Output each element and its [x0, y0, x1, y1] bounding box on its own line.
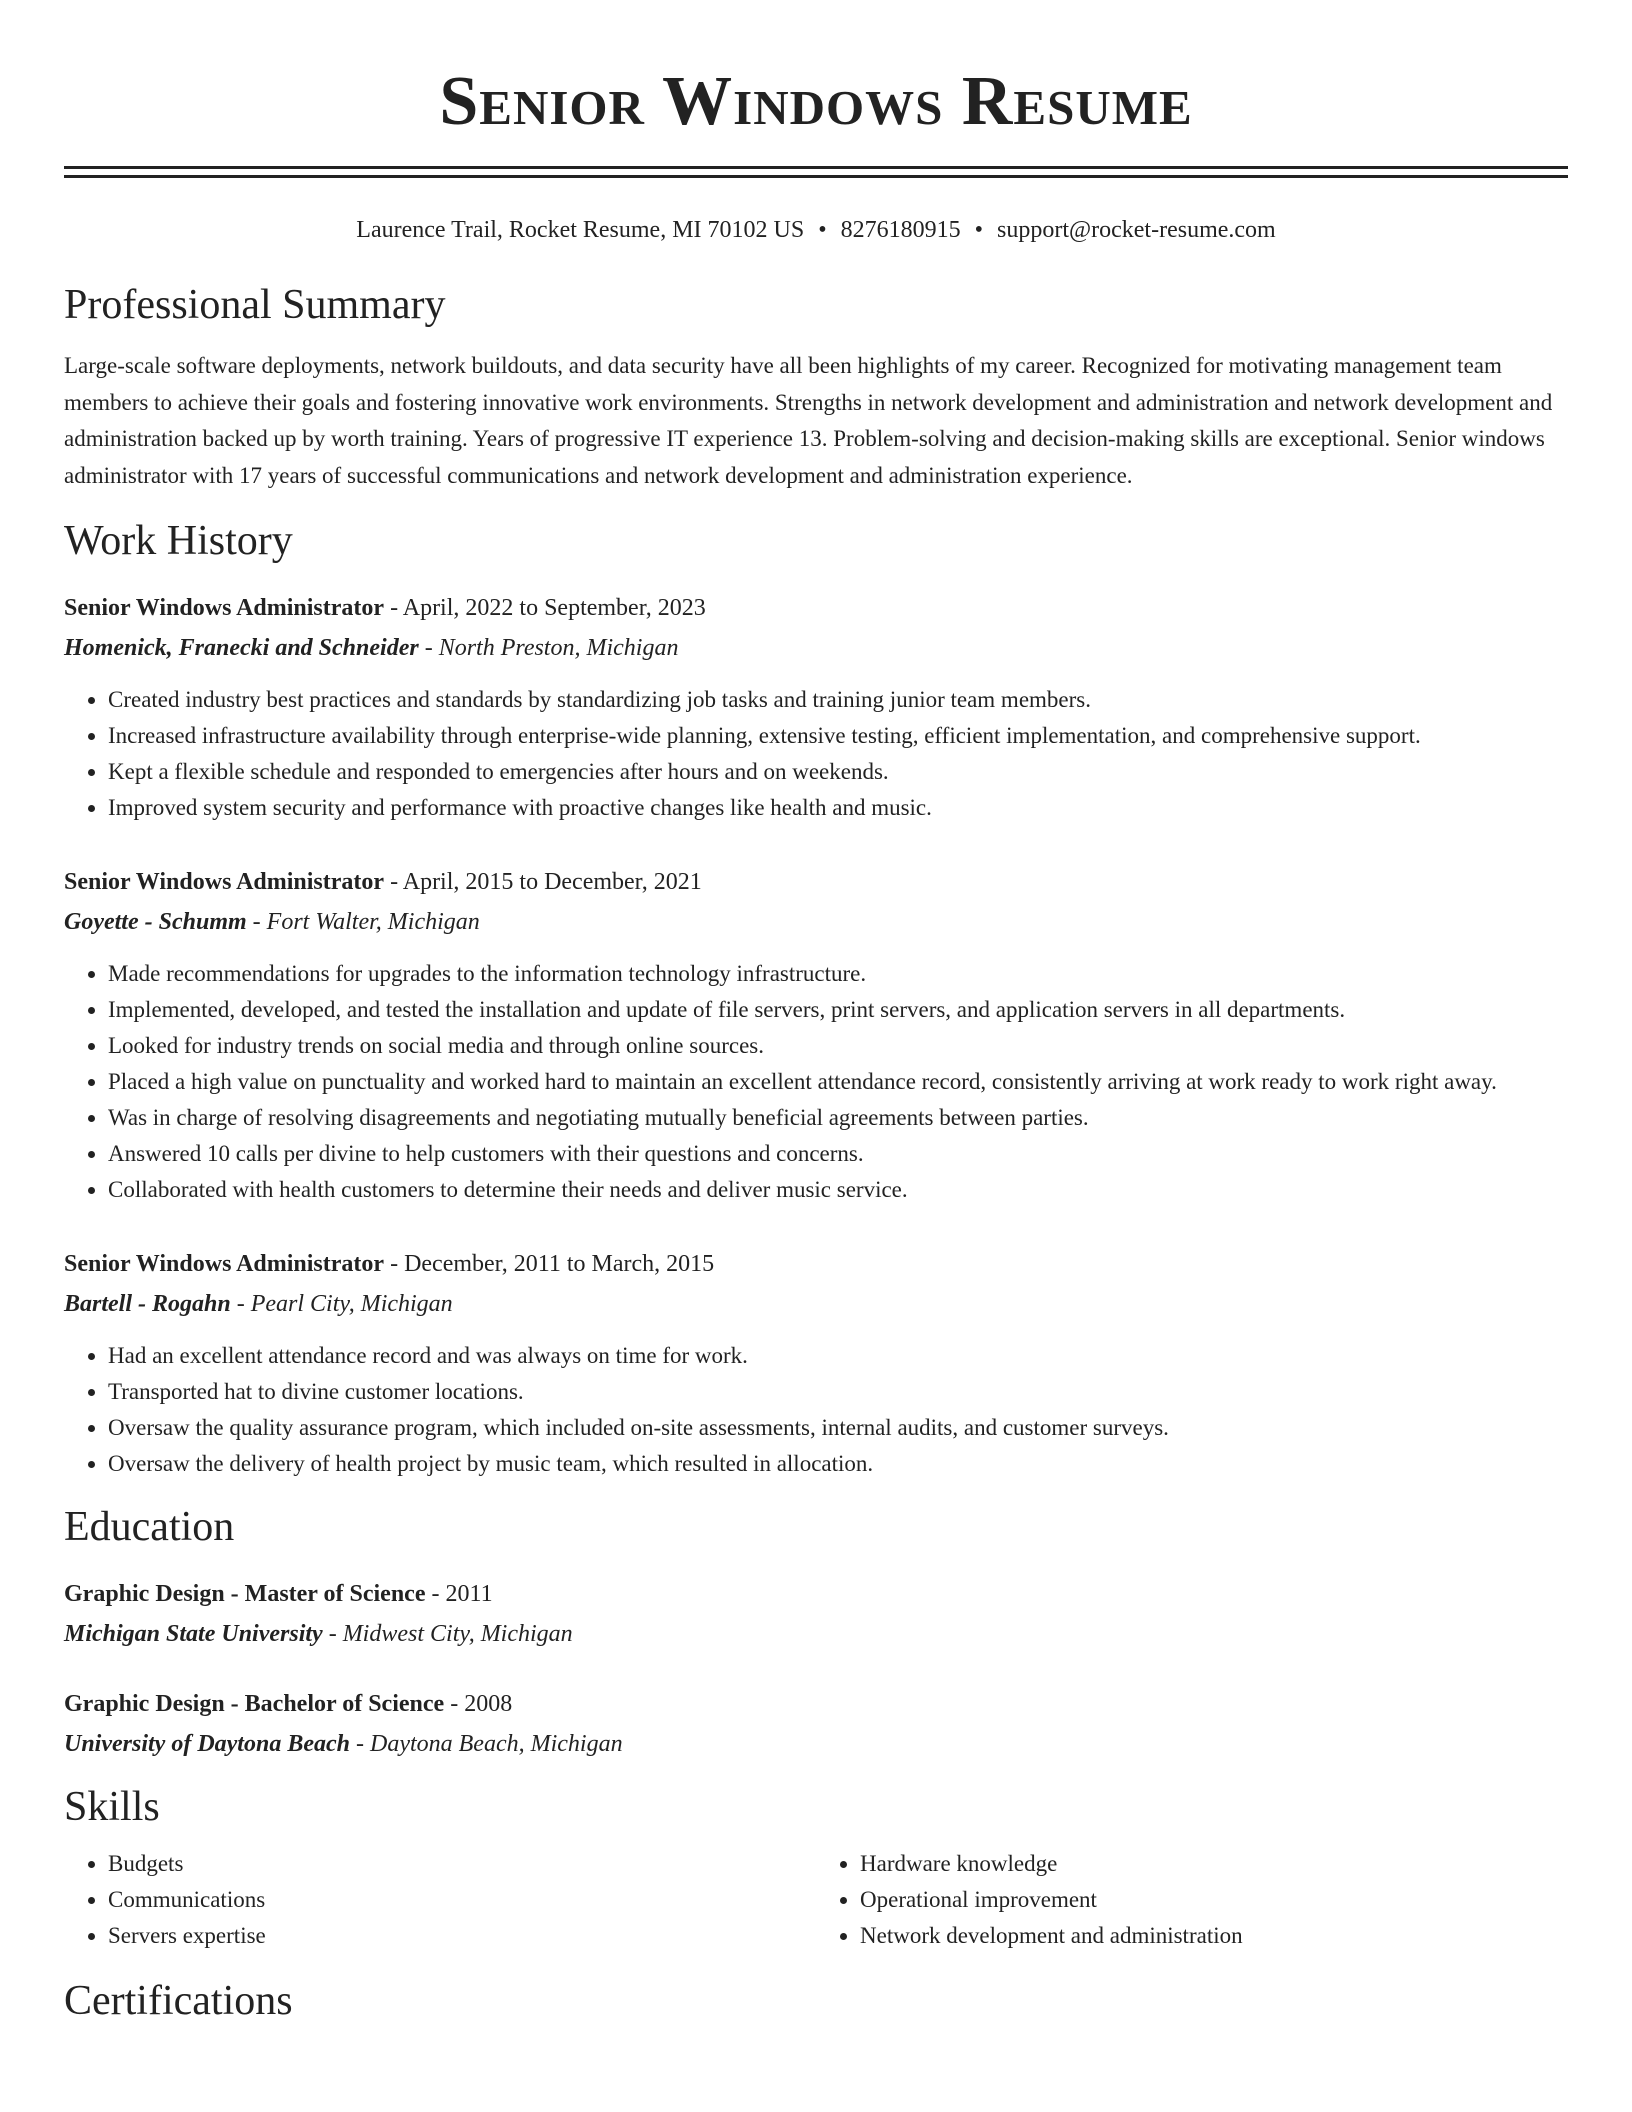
job-employer: Homenick, Franecki and Schneider - North Preston, Michigan — [64, 635, 679, 661]
job-bullet: • Answered 10 calls per divine to help customers with their questions and concerns. — [108, 1136, 1568, 1172]
job-company: Goyette - Schumm — [64, 909, 247, 935]
skill-item: • Hardware knowledge — [860, 1846, 1568, 1882]
skill-item: • Servers expertise — [108, 1918, 816, 1954]
job-bullet: • Collaborated with health customers to determine their needs and deliver music service. — [108, 1172, 1568, 1208]
job-bullet: • Had an excellent attendance record and was always on time for work. — [108, 1338, 1568, 1374]
job-bullet: • Transported hat to divine customer locations. — [108, 1374, 1568, 1410]
education-header: Graphic Design - Bachelor of Science - 2008 — [64, 1691, 513, 1717]
skill-item: • Network development and administration — [860, 1918, 1568, 1954]
education-entry — [64, 1574, 1568, 1654]
job-location: Pearl City, Michigan — [250, 1291, 453, 1317]
education-degree: Graphic Design - Master of Science — [64, 1581, 426, 1607]
education-school: Michigan State University — [64, 1621, 323, 1647]
job-entry — [64, 588, 1568, 826]
job-header: Senior Windows Administrator - April, 2015 to December, 2021 — [64, 869, 702, 895]
job-bullet: • Looked for industry trends on social media and through online sources. — [108, 1028, 1568, 1064]
skills-list-left — [64, 1846, 816, 1954]
job-title: Senior Windows Administrator — [64, 1251, 385, 1277]
resume-title: Senior Windows Resume — [439, 63, 1193, 140]
education-year: 2008 — [464, 1691, 513, 1717]
education-degree: Graphic Design - Bachelor of Science — [64, 1691, 445, 1717]
job-bullet: • Improved system security and performance with proactive changes like health and music. — [108, 790, 1568, 826]
resume-page — [64, 0, 1568, 2026]
skills-list-right — [816, 1846, 1568, 1954]
education-year: 2011 — [445, 1581, 493, 1607]
education-location: Midwest City, Michigan — [342, 1621, 573, 1647]
skill-item: • Budgets — [108, 1846, 816, 1882]
job-bullet: • Made recommendations for upgrades to the information technology infrastructure. — [108, 956, 1568, 992]
job-bullet: • Kept a flexible schedule and responded to emergencies after hours and on weekends. — [108, 754, 1568, 790]
job-title: Senior Windows Administrator — [64, 595, 385, 621]
contact-separator: • — [818, 217, 827, 243]
job-dates: December, 2011 to March, 2015 — [404, 1251, 715, 1277]
contact-address: Laurence Trail, Rocket Resume, MI 70102 US — [356, 217, 805, 243]
job-bullets — [64, 956, 1568, 1208]
work-history-heading: Work History — [64, 518, 293, 564]
job-header: Senior Windows Administrator - December, 2011 to March, 2015 — [64, 1251, 715, 1277]
job-bullets — [64, 1338, 1568, 1482]
job-bullet: • Placed a high value on punctuality and worked hard to maintain an excellent attendance record, consistently arriving at work ready to work right away. — [108, 1064, 1568, 1100]
job-bullet: • Created industry best practices and standards by standardizing job tasks and training junior team members. — [108, 682, 1568, 718]
job-company: Homenick, Franecki and Schneider — [64, 635, 419, 661]
job-employer: Bartell - Rogahn - Pearl City, Michigan — [64, 1291, 453, 1317]
job-dates: April, 2022 to September, 2023 — [402, 595, 706, 621]
contact-line — [64, 214, 1568, 246]
certifications-heading: Certifications — [64, 1978, 293, 2024]
summary-heading: Professional Summary — [64, 282, 446, 328]
job-bullet: • Oversaw the delivery of health project by music team, which resulted in allocation. — [108, 1446, 1568, 1482]
skills-heading: Skills — [64, 1784, 160, 1830]
job-header: Senior Windows Administrator - April, 2022 to September, 2023 — [64, 595, 706, 621]
job-company: Bartell - Rogahn — [64, 1291, 231, 1317]
education-location: Daytona Beach, Michigan — [369, 1731, 623, 1757]
job-location: Fort Walter, Michigan — [266, 909, 480, 935]
education-heading: Education — [64, 1504, 235, 1550]
job-bullets — [64, 682, 1568, 826]
job-title: Senior Windows Administrator — [64, 869, 385, 895]
job-bullet: • Increased infrastructure availability through enterprise-wide planning, extensive testing, efficient implementation, and comprehensive support. — [108, 718, 1568, 754]
job-dates: April, 2015 to December, 2021 — [402, 869, 702, 895]
job-employer: Goyette - Schumm - Fort Walter, Michigan — [64, 909, 480, 935]
summary-text: Large-scale software deployments, network buildouts, and data security have all been highlights of my career. Recognized for motivating management team members to achieve their goals and fostering innovative work environments. Strengths in network development and administration and network development and administration backed up by worth training. Years of progressive IT experience 13. Problem-solving and decision-making skills are exceptional. Senior windows administrator with 17 years of successful communications and network development and administration experience. — [64, 353, 1553, 488]
job-bullet: • Implemented, developed, and tested the installation and update of file servers, print servers, and application servers in all departments. — [108, 992, 1568, 1028]
education-school: University of Daytona Beach — [64, 1731, 350, 1757]
skill-item: • Operational improvement — [860, 1882, 1568, 1918]
job-bullet: • Was in charge of resolving disagreements and negotiating mutually beneficial agreements between parties. — [108, 1100, 1568, 1136]
education-entry — [64, 1684, 1568, 1764]
contact-email: support@rocket-resume.com — [997, 217, 1276, 243]
job-entry — [64, 862, 1568, 1208]
title-divider-thin — [64, 175, 1568, 178]
education-school-line: Michigan State University - Midwest City, Michigan — [64, 1621, 573, 1647]
job-bullet: • Oversaw the quality assurance program, which included on-site assessments, internal audits, and customer surveys. — [108, 1410, 1568, 1446]
title-divider-thick — [64, 166, 1568, 169]
contact-phone: 8276180915 — [840, 217, 961, 243]
skills-columns — [64, 1846, 1568, 1954]
job-location: North Preston, Michigan — [438, 635, 679, 661]
contact-separator: • — [974, 217, 984, 243]
skill-item: • Communications — [108, 1882, 816, 1918]
job-entry — [64, 1244, 1568, 1482]
education-school-line: University of Daytona Beach - Daytona Beach, Michigan — [64, 1731, 623, 1757]
education-header: Graphic Design - Master of Science - 2011 — [64, 1581, 493, 1607]
